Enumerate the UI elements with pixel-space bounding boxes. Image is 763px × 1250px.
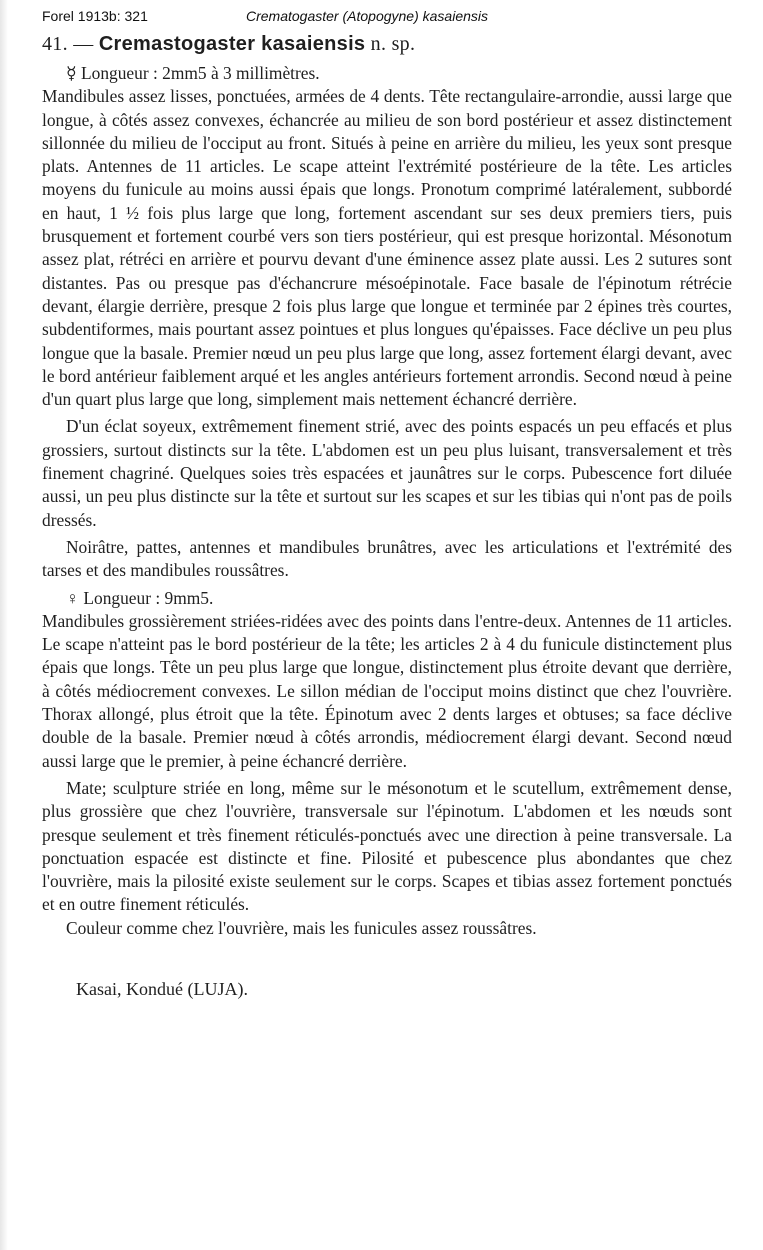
worker-length: ☿ Longueur : 2mm5 à 3 millimètres. bbox=[66, 63, 320, 83]
species-status: n. sp. bbox=[370, 33, 416, 55]
species-name: Cremastogaster kasaiensis bbox=[98, 33, 366, 55]
worker-description: Mandibules assez lisses, ponctuées, armées de 4 dents. Tête rectangulaire-arrondie, aussi large que longue, à côtés assez convexes, échancrée au milieu de son bord postérieur et assez distinctement sillonnée du milieu de l'occiput au front. Situés à peine en arrière du milieu, les yeux sont presque plats. Antennes de 11 articles. Le scape atteint l'extrémité postérieure de la tête. Les articles moyens du funicule au moins aussi épais que longs. Pronotum comprimé latéralement, subbordé en haut, 1 ½ fois plus large que long, fortement ascendant sur ses deux premiers tiers, puis brusquement et fortement courbé vers son tiers postérieur, qui est presque horizontal. Mésonotum assez plat, rétréci en arrière et pourvu devant d'une éminence assez plate aussi. Les 2 sutures sont distantes. Pas ou presque pas d'échancrure mésoépinotale. Face basale de l'épinotum rétrécie devant, élargie derrière, presque 2 fois plus large que longue et terminée par 2 épines très courtes, subdentiformes, mais pourtant assez pointues et plus longues qu'épaisses. Face déclive un peu plus longue que la basale. Premier nœud un peu plus large que long, assez fortement élargi devant, avec le bord antérieur faiblement arqué et les angles antérieurs fortement arrondis. Second nœud à peine d'un quart plus large que long, simplement mais nettement échancré derrière. bbox=[42, 86, 732, 410]
species-heading bbox=[42, 30, 732, 58]
running-title: Crematogaster (Atopogyne) kasaiensis bbox=[246, 8, 489, 24]
citation: Forel 1913b: 321 bbox=[42, 8, 148, 24]
page-body bbox=[42, 30, 732, 1001]
worker-sculpture: D'un éclat soyeux, extrêmement finement strié, avec des points espacés un peu effacés et plus grossiers, surtout distincts sur la tête. L'abdomen est un peu plus luisant, transversalement et très finement chagriné. Quelques soies très espacées et jaunâtres sur le corps. Pubescence fort diluée aussi, un peu plus distincte sur la tête et surtout sur les scapes et sur les tibias qui n'ont pas de poils dressés. bbox=[42, 416, 732, 530]
female-description: Mandibules grossièrement striées-ridées avec des points dans l'entre-deux. Antennes de 11 articles. Le scape n'atteint pas le bord postérieur de la tête; les articles 2 à 4 du funicule distinctement plus épais que longs. Tête un peu plus large que longue, distinctement plus étroite devant que derrière, à côtés médiocrement convexes. Le sillon médian de l'occiput moins distinct que chez l'ouvrière. Thorax allongé, plus étroit que la tête. Épinotum avec 2 dents larges et obtuses; sa face déclive double de la basale. Premier nœud à côtés arrondis, médiocrement élargi devant. Second nœud aussi large que le premier, à peine échancré derrière. bbox=[42, 610, 732, 771]
scan-edge bbox=[0, 0, 8, 1250]
page-header bbox=[34, 6, 734, 28]
female-sculpture: Mate; sculpture striée en long, même sur le mésonotum et le scutellum, extrêmement dense, plus grossière que chez l'ouvrière, transversale sur l'épinotum. L'abdomen et les nœuds sont presque seulement et très finement réticulés-ponctués avec une direction à peine transversale. La ponctuation espacée est distincte et fine. Pilosité et pubescence plus abondantes que chez l'ouvrière, mais la pilosité existe seulement sur le corps. Scapes et tibias assez fortement ponctués et en outre finement réticulés. bbox=[42, 777, 732, 915]
female-length: ♀ Longueur : 9mm5. bbox=[66, 587, 214, 608]
worker-color: Noirâtre, pattes, antennes et mandibules brunâtres, avec les articulations et l'extrémité des tarses et des mandibules roussâtres. bbox=[42, 536, 732, 581]
female-color: Couleur comme chez l'ouvrière, mais les funicules assez roussâtres. bbox=[66, 917, 537, 938]
locality: Kasai, Kondué (LUJA). bbox=[76, 978, 248, 999]
species-number: 41. — bbox=[42, 33, 94, 55]
